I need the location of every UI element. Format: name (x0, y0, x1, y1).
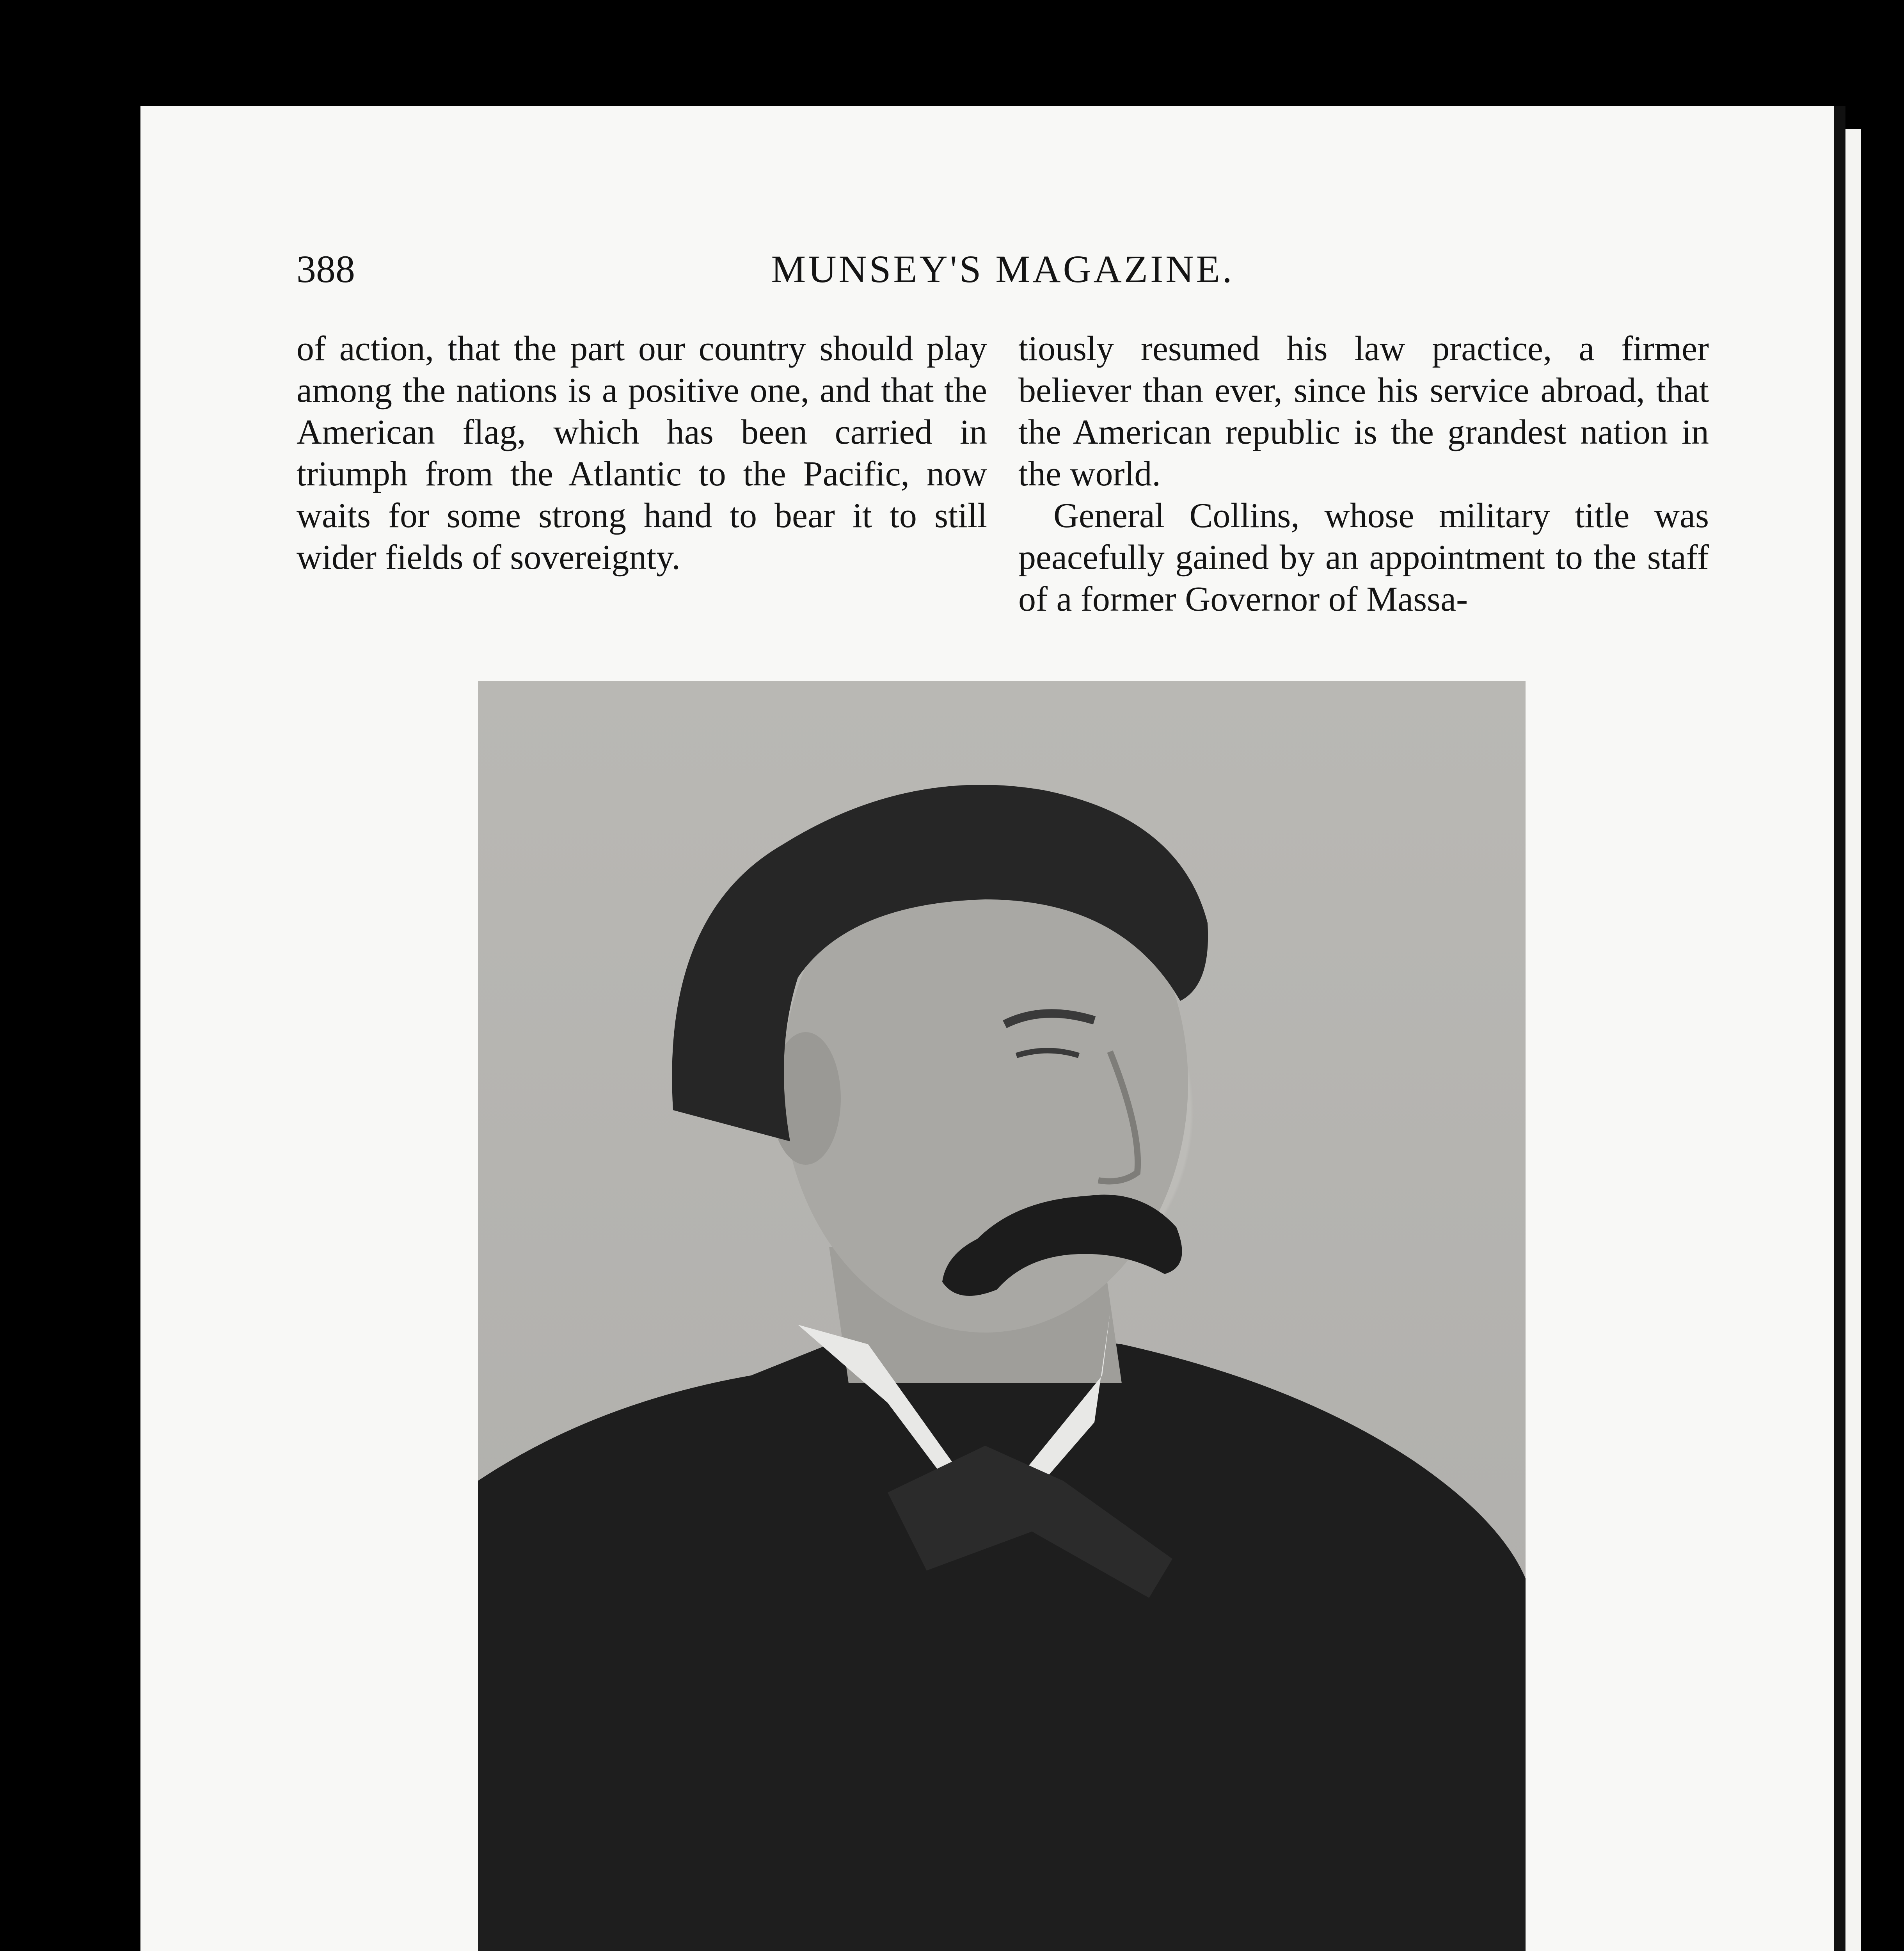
page-number: 388 (297, 247, 355, 291)
paragraph: of action, that the part our country should play among the nations is a positive one, and that the American flag, which has been carried in triumph from the Atlantic to the Pacific, now waits for some strong hand to bear it to still wider fields of sovereignty. (297, 329, 987, 577)
page-spine (1834, 106, 1845, 1951)
paragraph: General Collins, whose military title was peacefully gained by an appointment to the staff of a former Governor of Massa- (1018, 496, 1709, 618)
top-left-column (297, 328, 987, 578)
magazine-title: MUNSEY'S MAGAZINE. (771, 247, 1234, 291)
portrait-illustration (478, 681, 1526, 1951)
next-page-edge (1845, 129, 1861, 1951)
running-head (297, 246, 1709, 293)
top-right-column (1018, 328, 1709, 620)
portrait-photograph (478, 681, 1526, 1951)
paragraph: tiously resumed his law practice, a firmer believer than ever, since his service abroad, that the American republic is the grandest nation in the world. (1018, 329, 1709, 493)
